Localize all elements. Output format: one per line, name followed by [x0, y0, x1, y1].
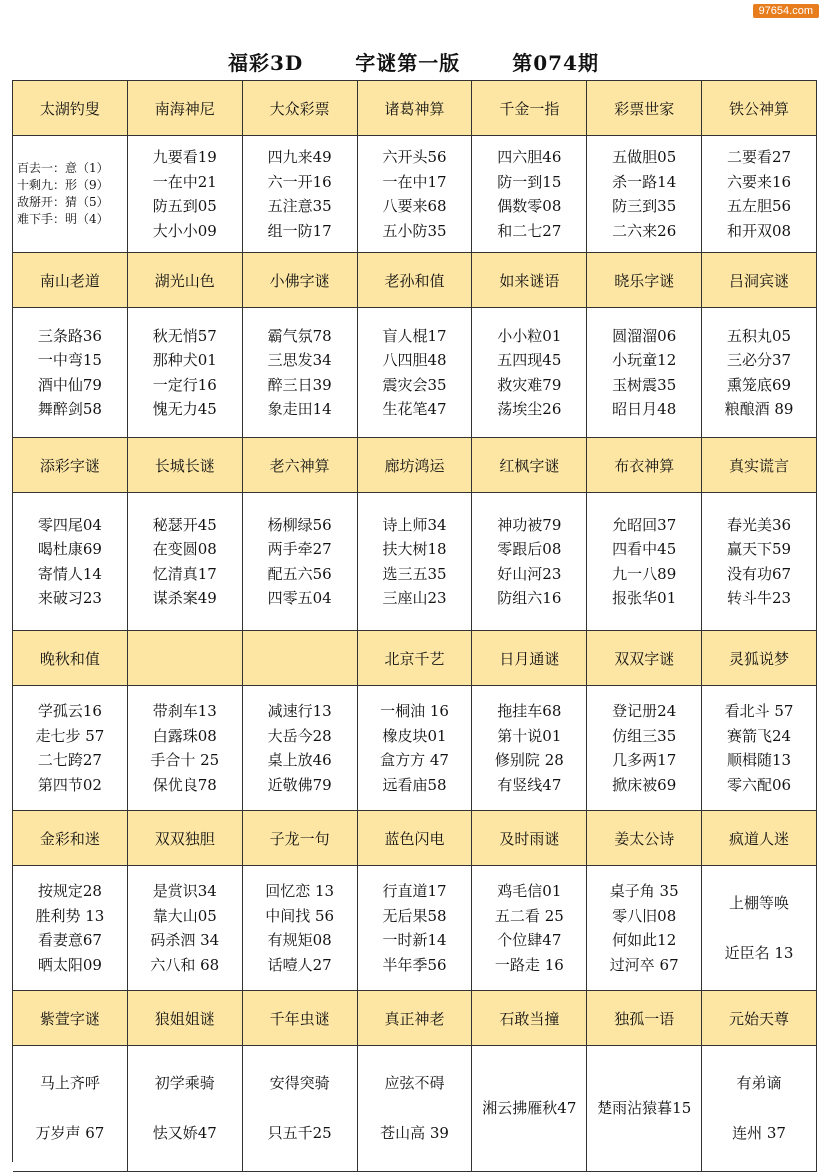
- riddle-line: 靠大山05: [152, 906, 217, 925]
- riddle-line: 春光美36: [727, 515, 792, 534]
- riddle-line: 愧无力45: [152, 400, 217, 418]
- riddle-line: 三座山23: [382, 589, 447, 607]
- riddle-line: 零四尾04: [37, 515, 102, 534]
- riddle-line: 半年季56: [382, 955, 447, 974]
- riddle-line: 有竖线47: [497, 775, 562, 794]
- column-header: 老孙和值: [358, 253, 473, 308]
- column-header: 彩票世家: [587, 81, 702, 136]
- riddle-line: 安得突骑: [269, 1074, 330, 1093]
- riddle-cell: [243, 866, 358, 991]
- riddle-line: 二六来26: [612, 221, 677, 240]
- riddle-line: 晒太阳09: [37, 955, 102, 974]
- riddle-line: 圆溜溜06: [612, 326, 677, 345]
- riddle-cell: [587, 136, 702, 253]
- riddle-line: 大岳今28: [267, 726, 332, 745]
- riddle-cell: [358, 493, 473, 631]
- riddle-line: 马上齐呼: [39, 1074, 100, 1093]
- riddle-line: 苍山高 39: [380, 1124, 449, 1143]
- riddle-line: 五注意35: [267, 197, 332, 215]
- riddle-cell: [358, 308, 473, 438]
- riddle-line: 和开双08: [727, 221, 792, 240]
- column-header: 独孤一语: [587, 991, 702, 1046]
- riddle-line: 学孤云16: [37, 702, 102, 720]
- riddle-line: 霸气氛78: [267, 326, 332, 345]
- column-header: 元始天尊: [702, 991, 817, 1046]
- column-header: 金彩和迷: [13, 811, 128, 866]
- riddle-line: 八要来68: [382, 197, 447, 215]
- riddle-line: 顺楫随13: [727, 751, 792, 769]
- riddle-line: 一中弯15: [37, 351, 102, 369]
- riddle-line: 几多两17: [612, 751, 677, 769]
- column-header: 添彩字谜: [13, 438, 128, 493]
- column-header: 北京千艺: [358, 631, 473, 686]
- riddle-cell: [587, 308, 702, 438]
- riddle-line: 楚雨沾猿暮15: [597, 1099, 692, 1118]
- riddle-line: 生花笔47: [382, 400, 447, 418]
- column-header: 大众彩票: [243, 81, 358, 136]
- riddle-table: [12, 80, 817, 1162]
- column-header: 疯道人迷: [702, 811, 817, 866]
- riddle-line: 九要看19: [152, 148, 217, 166]
- riddle-line: 怯又娇47: [152, 1124, 217, 1143]
- riddle-line: 粮酿酒 89: [724, 400, 794, 418]
- column-header: 真正神老: [358, 991, 473, 1046]
- riddle-line: 一在中21: [152, 172, 217, 191]
- riddle-line: 那种犬01: [152, 351, 217, 369]
- riddle-line: 敌掰开：猜（5）: [17, 195, 109, 209]
- column-header: 太湖钓叟: [13, 81, 128, 136]
- riddle-cell: [472, 866, 587, 991]
- riddle-cell: [702, 136, 817, 253]
- riddle-line: 无后果58: [382, 906, 447, 925]
- column-header: 千金一指: [472, 81, 587, 136]
- riddle-line: 有弟谪: [736, 1074, 782, 1093]
- riddle-line: 防一到15: [497, 172, 562, 191]
- riddle-line: 行直道17: [382, 882, 447, 900]
- riddle-line: 零跟后08: [497, 540, 562, 558]
- riddle-line: 组一防17: [267, 221, 332, 240]
- riddle-line: 白露珠08: [152, 726, 217, 745]
- riddle-line: 六要来16: [727, 172, 792, 191]
- riddle-line: 六开头56: [382, 148, 447, 166]
- riddle-line: 二要看27: [727, 148, 792, 166]
- riddle-line: 鸡毛信01: [497, 882, 562, 900]
- riddle-line: 一在中17: [382, 172, 447, 191]
- riddle-line: 一路走 16: [494, 955, 564, 974]
- riddle-line: 初学乘骑: [154, 1074, 215, 1093]
- riddle-line: 百去一：意（1）: [17, 161, 109, 175]
- riddle-line: 昭日月48: [612, 400, 677, 418]
- riddle-line: 四零五04: [267, 589, 332, 607]
- riddle-line: 转斗牛23: [727, 589, 792, 607]
- column-header: 吕洞宾谜: [702, 253, 817, 308]
- riddle-line: 一时新14: [382, 931, 447, 949]
- riddle-line: 个位肆47: [497, 931, 562, 949]
- riddle-line: 回忆恋 13: [265, 882, 335, 900]
- riddle-line: 没有功67: [727, 564, 792, 583]
- riddle-line: 来破习23: [37, 589, 102, 607]
- riddle-cell: [472, 136, 587, 253]
- riddle-line: 修别院 28: [494, 751, 564, 769]
- riddle-cell: [587, 686, 702, 811]
- column-header: 南海神尼: [128, 81, 243, 136]
- riddle-cell: [587, 1046, 702, 1172]
- riddle-line: 第十说01: [497, 726, 562, 745]
- riddle-line: 四看中45: [612, 540, 677, 558]
- riddle-line: 忆清真17: [152, 564, 217, 583]
- riddle-line: 诗上师34: [382, 515, 447, 534]
- riddle-line: 秋无悄57: [152, 326, 217, 345]
- riddle-cell: [128, 308, 243, 438]
- column-header: 千年虫谜: [243, 991, 358, 1046]
- riddle-line: 大小小09: [152, 221, 217, 240]
- riddle-line: 三思发34: [267, 351, 332, 369]
- riddle-cell: [702, 686, 817, 811]
- riddle-line: 熏笼底69: [727, 375, 792, 394]
- riddle-line: 允昭回37: [612, 515, 677, 534]
- riddle-line: 十剩九：形（9）: [17, 178, 109, 192]
- riddle-cell: [472, 686, 587, 811]
- riddle-cell: [128, 686, 243, 811]
- riddle-cell: [358, 1046, 473, 1172]
- riddle-line: 防组六16: [497, 589, 562, 607]
- riddle-line: 二七跨27: [37, 751, 102, 769]
- column-header: 廊坊鸿运: [358, 438, 473, 493]
- riddle-cell: [13, 493, 128, 631]
- riddle-line: 减速行13: [267, 702, 332, 720]
- riddle-line: 登记册24: [612, 702, 677, 720]
- riddle-cell: [13, 1046, 128, 1172]
- riddle-cell: [243, 136, 358, 253]
- riddle-cell: [358, 866, 473, 991]
- riddle-cell: [243, 686, 358, 811]
- page-title: [0, 47, 827, 76]
- riddle-line: 上棚等唤: [729, 894, 790, 912]
- riddle-line: 赢天下59: [727, 540, 792, 558]
- column-header: 蓝色闪电: [358, 811, 473, 866]
- column-header: 灵狐说梦: [702, 631, 817, 686]
- riddle-line: 近臣名 13: [724, 943, 794, 962]
- riddle-line: 一桐油 16: [380, 702, 449, 720]
- column-header: 晓乐字谜: [587, 253, 702, 308]
- column-header: 如来谜语: [472, 253, 587, 308]
- riddle-line: 保优良78: [152, 775, 217, 794]
- column-header: 晚秋和值: [13, 631, 128, 686]
- riddle-line: 远看庙58: [382, 775, 447, 794]
- riddle-cell: [358, 136, 473, 253]
- title-issue: 第074期: [512, 51, 599, 75]
- riddle-line: 橡皮块01: [382, 726, 447, 745]
- riddle-line: 荡埃尘26: [497, 400, 562, 418]
- title-lottery: 福彩3D: [228, 51, 304, 75]
- riddle-line: 桌子角 35: [609, 882, 679, 900]
- riddle-line: 在变圆08: [152, 540, 217, 558]
- riddle-line: 掀床被69: [612, 775, 677, 794]
- column-header: 子龙一句: [243, 811, 358, 866]
- riddle-line: 舞醉剑58: [37, 400, 102, 418]
- riddle-cell: [243, 493, 358, 631]
- riddle-line: 四六胆46: [497, 148, 562, 166]
- riddle-line: 寄情人14: [37, 564, 102, 583]
- watermark: 97654.com: [753, 4, 819, 18]
- riddle-line: 九一八89: [612, 564, 677, 583]
- column-header: 双双独胆: [128, 811, 243, 866]
- riddle-cell: [128, 1046, 243, 1172]
- column-header: 小佛字谜: [243, 253, 358, 308]
- riddle-line: 零六配06: [727, 775, 792, 794]
- riddle-line: 有规矩08: [267, 931, 332, 949]
- riddle-line: 杨柳绿56: [267, 515, 332, 534]
- column-header: 姜太公诗: [587, 811, 702, 866]
- riddle-line: 连州 37: [732, 1124, 786, 1143]
- riddle-cell: [702, 308, 817, 438]
- riddle-line: 配五六56: [267, 564, 332, 583]
- riddle-cell: [243, 1046, 358, 1172]
- riddle-cell: [587, 866, 702, 991]
- riddle-line: 五左胆56: [727, 197, 792, 215]
- riddle-line: 四九来49: [267, 148, 332, 166]
- riddle-cell: [472, 493, 587, 631]
- riddle-line: 五做胆05: [612, 148, 677, 166]
- riddle-line: 胜利势 13: [35, 906, 105, 925]
- riddle-line: 和二七27: [497, 221, 562, 240]
- riddle-line: 小玩童12: [612, 351, 677, 369]
- riddle-line: 防三到35: [612, 197, 677, 215]
- riddle-cell: [702, 1046, 817, 1172]
- riddle-cell: [13, 136, 128, 253]
- riddle-cell: [702, 866, 817, 991]
- column-header: 老六神算: [243, 438, 358, 493]
- riddle-line: 按规定28: [37, 882, 102, 900]
- title-edition: 字谜第一版: [355, 51, 461, 75]
- riddle-line: 小小粒01: [497, 326, 562, 345]
- riddle-line: 好山河23: [497, 564, 562, 583]
- column-header: 红枫字谜: [472, 438, 587, 493]
- riddle-cell: [472, 308, 587, 438]
- riddle-line: 拖挂车68: [497, 702, 562, 720]
- riddle-line: 看北斗 57: [724, 702, 794, 720]
- riddle-line: 象走田14: [267, 400, 332, 418]
- riddle-line: 五积丸05: [727, 326, 792, 345]
- riddle-line: 手合十 25: [150, 751, 220, 769]
- riddle-line: 三条路36: [37, 326, 102, 345]
- riddle-cell: [702, 493, 817, 631]
- riddle-line: 选三五35: [382, 564, 447, 583]
- riddle-line: 玉树震35: [612, 375, 677, 394]
- riddle-line: 盒方方 47: [380, 751, 449, 769]
- column-header: 及时雨谜: [472, 811, 587, 866]
- column-header: 石敢当撞: [472, 991, 587, 1046]
- riddle-line: 赛箭飞24: [727, 726, 792, 745]
- riddle-line: 喝杜康69: [37, 540, 102, 558]
- riddle-line: 扶大树18: [382, 540, 447, 558]
- riddle-line: 仿组三35: [612, 726, 677, 745]
- riddle-line: 何如此12: [612, 931, 677, 949]
- column-header: 布衣神算: [587, 438, 702, 493]
- riddle-cell: [358, 686, 473, 811]
- riddle-line: 盲人棍17: [382, 326, 447, 345]
- riddle-line: 神功被79: [497, 515, 562, 534]
- column-header: [243, 631, 358, 686]
- riddle-line: 五四现45: [497, 351, 562, 369]
- riddle-line: 酒中仙79: [37, 375, 102, 394]
- column-header: 狼姐姐谜: [128, 991, 243, 1046]
- riddle-line: 只五千25: [267, 1124, 332, 1143]
- riddle-line: 应弦不碍: [384, 1074, 445, 1093]
- riddle-line: 看妻意67: [37, 931, 102, 949]
- riddle-cell: [128, 866, 243, 991]
- riddle-line: 谋杀案49: [152, 589, 217, 607]
- riddle-line: 湘云拂雁秋47: [482, 1099, 577, 1118]
- column-header: 铁公神算: [702, 81, 817, 136]
- riddle-line: 带刹车13: [152, 702, 217, 720]
- riddle-cell: [13, 686, 128, 811]
- riddle-line: 一定行16: [152, 375, 217, 394]
- column-header: 日月通谜: [472, 631, 587, 686]
- column-header: 诸葛神算: [358, 81, 473, 136]
- riddle-cell: [128, 493, 243, 631]
- riddle-line: 六一开16: [267, 172, 332, 191]
- riddle-line: 码杀泗 34: [150, 931, 220, 949]
- riddle-line: 近敬佛79: [267, 775, 332, 794]
- column-header: 双双字谜: [587, 631, 702, 686]
- riddle-line: 防五到05: [152, 197, 217, 215]
- riddle-line: 秘瑟开45: [152, 515, 217, 534]
- column-header: 长城长谜: [128, 438, 243, 493]
- column-header: 湖光山色: [128, 253, 243, 308]
- riddle-line: 第四节02: [37, 775, 102, 794]
- riddle-line: 走七步 57: [35, 726, 105, 745]
- riddle-line: 醉三日39: [267, 375, 332, 394]
- riddle-line: 难下手：明（4）: [17, 212, 109, 226]
- riddle-line: 三必分37: [727, 351, 792, 369]
- riddle-line: 震灾会35: [382, 375, 447, 394]
- riddle-line: 中间找 56: [265, 906, 335, 925]
- riddle-line: 两手牵27: [267, 540, 332, 558]
- riddle-line: 杀一路14: [612, 172, 677, 191]
- riddle-cell: [13, 308, 128, 438]
- riddle-line: 偶数零08: [497, 197, 562, 215]
- riddle-line: 话噎人27: [267, 955, 332, 974]
- riddle-cell: [587, 493, 702, 631]
- riddle-line: 万岁声 67: [35, 1124, 105, 1143]
- column-header: 真实谎言: [702, 438, 817, 493]
- riddle-cell: [472, 1046, 587, 1172]
- column-header: 紫萱字谜: [13, 991, 128, 1046]
- riddle-line: 五小防35: [382, 221, 447, 240]
- column-header: 南山老道: [13, 253, 128, 308]
- riddle-line: 过河卒 67: [609, 955, 679, 974]
- riddle-line: 零八旧08: [612, 906, 677, 925]
- riddle-line: 八四胆48: [382, 351, 447, 369]
- column-header: [128, 631, 243, 686]
- riddle-line: 桌上放46: [267, 751, 332, 769]
- riddle-line: 六八和 68: [150, 955, 220, 974]
- riddle-line: 报张华01: [612, 589, 677, 607]
- riddle-cell: [128, 136, 243, 253]
- riddle-line: 救灾难79: [497, 375, 562, 394]
- riddle-line: 是赏识34: [152, 882, 217, 900]
- riddle-line: 五二看 25: [494, 906, 564, 925]
- riddle-cell: [243, 308, 358, 438]
- riddle-cell: [13, 866, 128, 991]
